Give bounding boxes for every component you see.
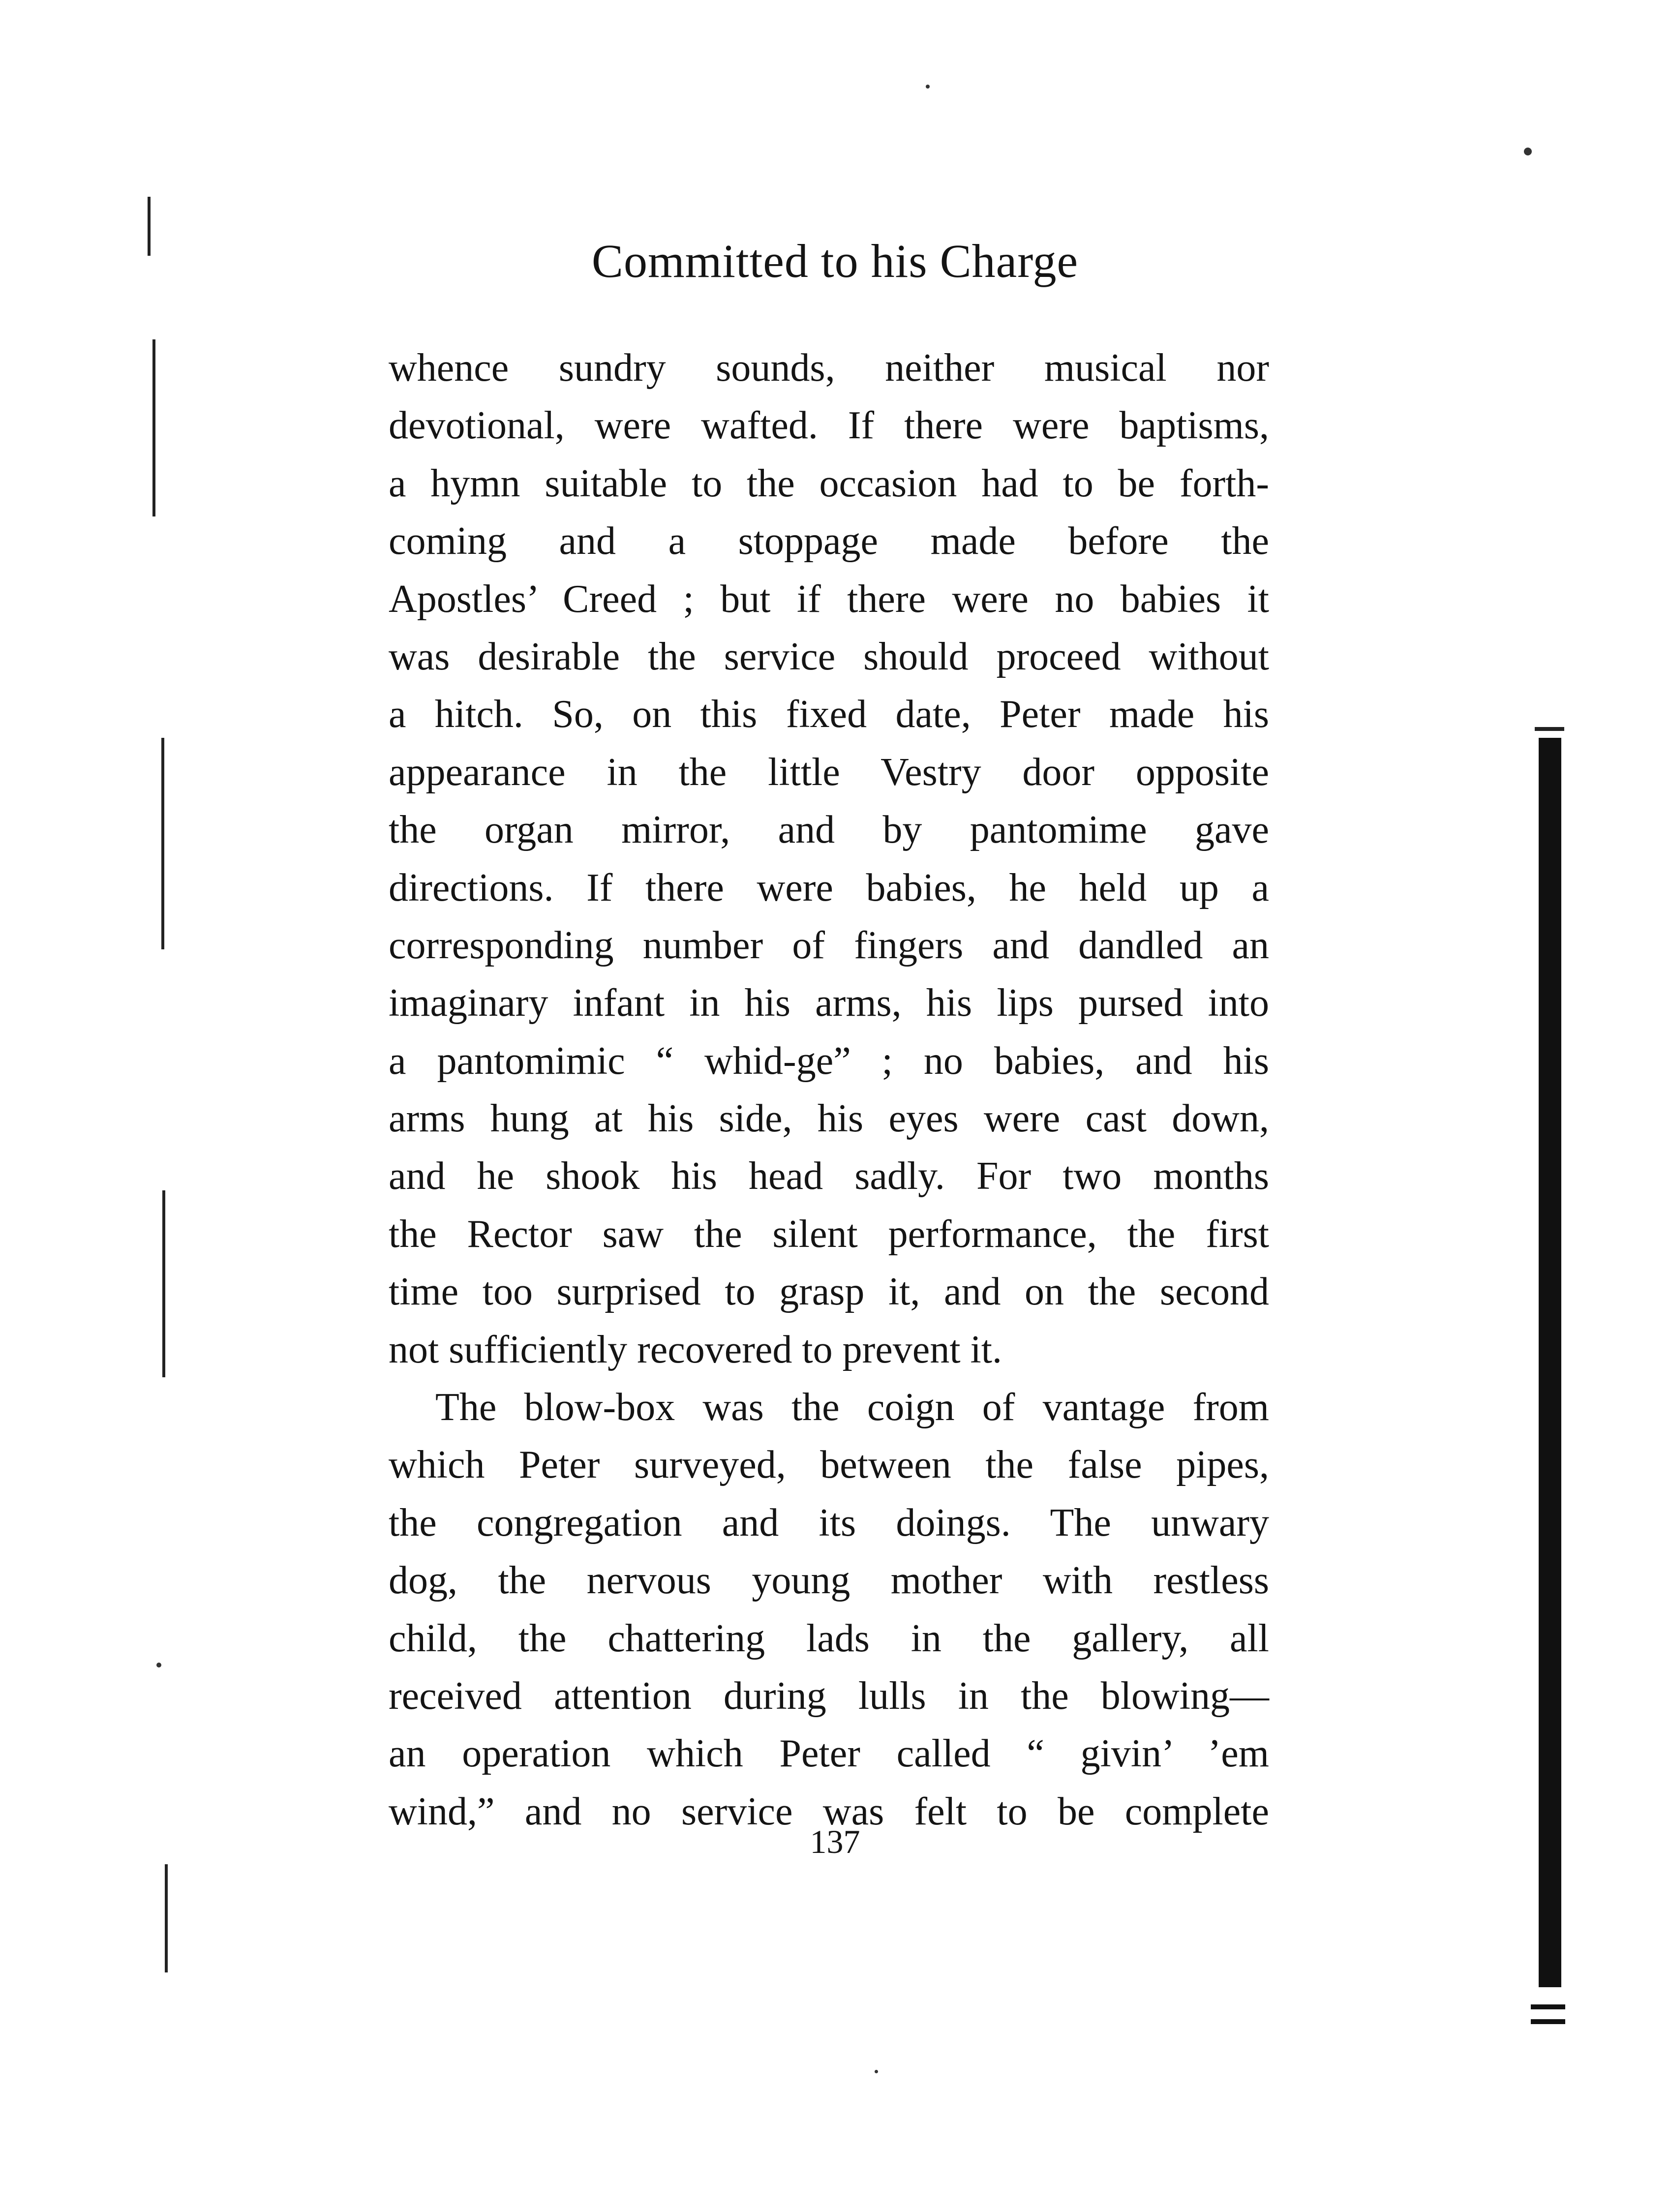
- text-line: time too surprised to grasp it, and on the second: [389, 1270, 1269, 1314]
- binding-edge-cap: [1535, 727, 1564, 731]
- scan-speck: [1524, 148, 1532, 155]
- text-line: appearance in the little Vestry door opposite: [389, 750, 1269, 794]
- text-line: imaginary infant in his arms, his lips pursed into: [389, 981, 1269, 1025]
- text-line: whence sundry sounds, neither musical nor: [389, 346, 1269, 390]
- text-line: arms hung at his side, his eyes were cast down,: [389, 1097, 1269, 1141]
- text-line: directions. If there were babies, he held up a: [389, 866, 1269, 909]
- text-line: was desirable the service should proceed without: [389, 635, 1269, 678]
- text-line: not sufficiently recovered to prevent it.: [389, 1328, 1002, 1371]
- text-line: a hitch. So, on this fixed date, Peter made his: [389, 693, 1269, 736]
- binding-edge-mark: [1531, 2004, 1565, 2009]
- text-line: and he shook his head sadly. For two months: [389, 1154, 1269, 1198]
- text-line: an operation which Peter called “ givin’ ’em: [389, 1732, 1269, 1776]
- binding-edge-shadow: [1539, 738, 1561, 1987]
- scan-artifact: [165, 1864, 168, 1972]
- scan-speck: [926, 85, 930, 89]
- binding-edge-mark: [1531, 2019, 1565, 2024]
- text-line: Apostles’ Creed ; but if there were no babies it: [389, 577, 1269, 621]
- text-line: a hymn suitable to the occasion had to be forth-: [389, 461, 1269, 505]
- text-line: a pantomimic “ whid-ge” ; no babies, and his: [389, 1039, 1269, 1083]
- scan-artifact: [162, 1190, 165, 1377]
- text-line: dog, the nervous young mother with restless: [389, 1559, 1269, 1603]
- body-text: [389, 339, 1269, 1841]
- text-line: child, the chattering lads in the gallery, all: [389, 1616, 1269, 1660]
- text-line: The blow-box was the coign of vantage from: [435, 1386, 1269, 1429]
- page-number: 137: [810, 1823, 860, 1860]
- text-line: the organ mirror, and by pantomime gave: [389, 808, 1269, 852]
- scan-speck: [156, 1663, 161, 1667]
- text-line: corresponding number of fingers and dandled an: [389, 923, 1269, 967]
- scan-artifact: [161, 738, 164, 949]
- text-line: devotional, were wafted. If there were baptisms,: [389, 404, 1269, 448]
- text-line: received attention during lulls in the blowing—: [389, 1674, 1269, 1718]
- text-line: the Rector saw the silent performance, the first: [389, 1212, 1269, 1256]
- text-line: which Peter surveyed, between the false pipes,: [389, 1443, 1269, 1487]
- text-line: wind,” and no service was felt to be complete: [389, 1789, 1269, 1833]
- scan-artifact: [152, 339, 155, 516]
- scan-speck: [875, 2070, 878, 2073]
- scan-artifact: [148, 197, 151, 256]
- page-title: Committed to his Charge: [591, 235, 1079, 287]
- text-line: the congregation and its doings. The unwary: [389, 1501, 1269, 1545]
- text-line: coming and a stoppage made before the: [389, 519, 1269, 563]
